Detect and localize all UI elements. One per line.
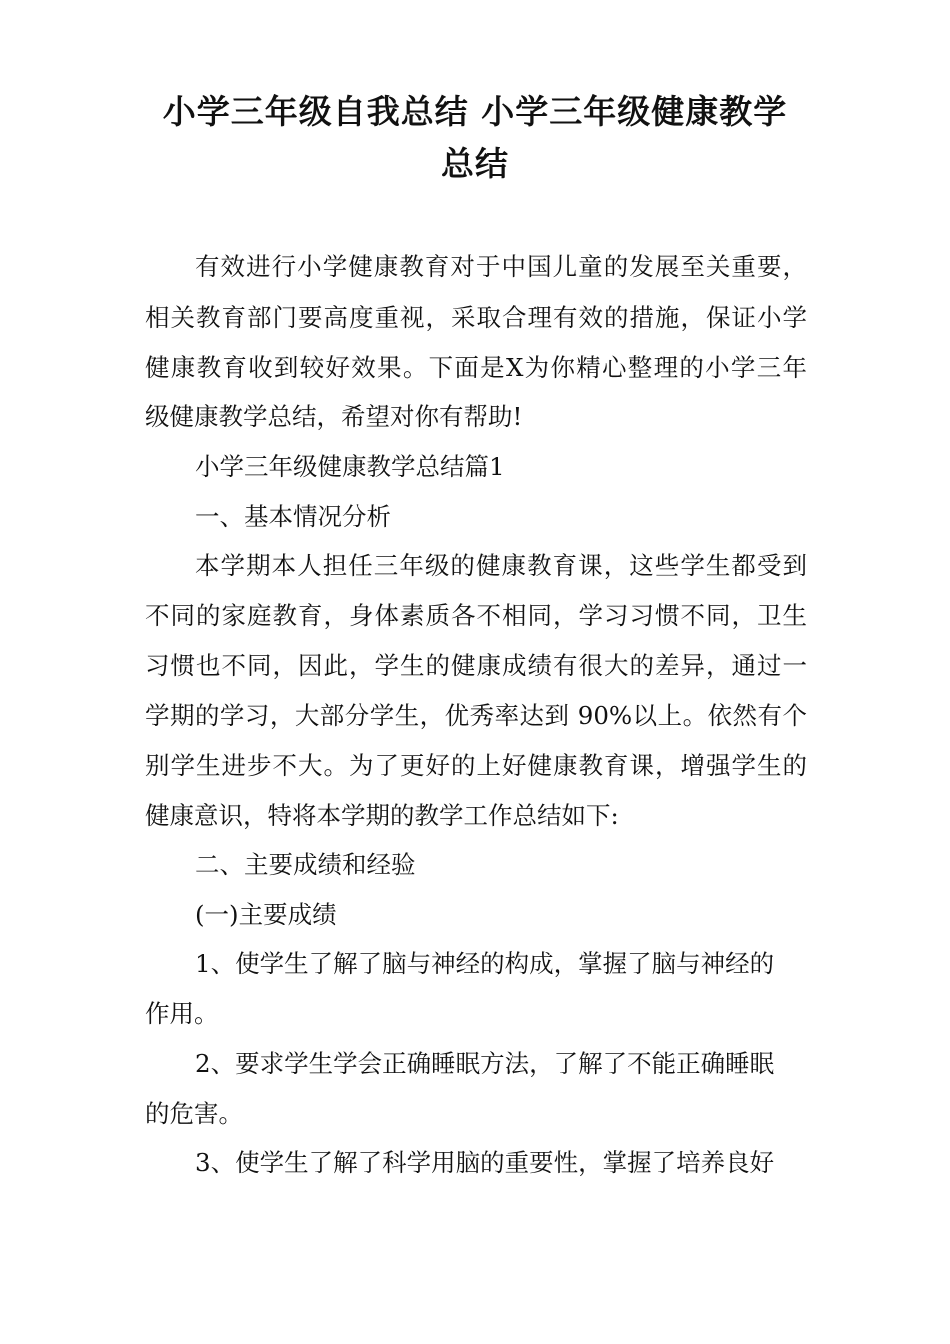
list-item-line: 1、使学生了解了脑与神经的构成，掌握了脑与神经的 xyxy=(195,949,775,978)
paragraph-line: 习惯也不同，因此，学生的健康成绩有很大的差异，通过一 xyxy=(145,651,807,680)
paragraph-line: 相关教育部门要高度重视，采取合理有效的措施，保证小学 xyxy=(145,303,807,332)
paragraph-line: 有效进行小学健康教育对于中国儿童的发展至关重要， xyxy=(195,252,807,281)
section-heading: 小学三年级健康教学总结篇1 xyxy=(195,452,505,481)
paragraph-line: 不同的家庭教育，身体素质各不相同，学习习惯不同，卫生 xyxy=(145,601,807,630)
paragraph-line: 健康教育收到较好效果。下面是X为你精心整理的小学三年 xyxy=(145,353,807,382)
paragraph-line: 本学期本人担任三年级的健康教育课，这些学生都受到 xyxy=(195,551,807,580)
list-item-line: 的危害。 xyxy=(145,1099,243,1128)
section-heading: 二、主要成绩和经验 xyxy=(195,850,416,879)
document-title-line-1: 小学三年级自我总结 小学三年级健康教学 xyxy=(162,92,788,131)
section-heading: 一、基本情况分析 xyxy=(195,502,391,531)
list-item-line: 作用。 xyxy=(145,999,219,1028)
paragraph-line: 级健康教学总结，希望对你有帮助! xyxy=(145,402,523,431)
paragraph-line: 学期的学习，大部分学生，优秀率达到 90%以上。依然有个 xyxy=(145,701,807,730)
paragraph-line: 别学生进步不大。为了更好的上好健康教育课，增强学生的 xyxy=(145,751,807,780)
document-title-line-2: 总结 xyxy=(441,144,509,183)
subsection-heading: (一)主要成绩 xyxy=(195,900,337,929)
list-item-line: 2、要求学生学会正确睡眠方法，了解了不能正确睡眠 xyxy=(195,1049,775,1078)
list-item-line: 3、使学生了解了科学用脑的重要性，掌握了培养良好 xyxy=(195,1148,775,1177)
paragraph-line: 健康意识，特将本学期的教学工作总结如下: xyxy=(145,801,619,830)
